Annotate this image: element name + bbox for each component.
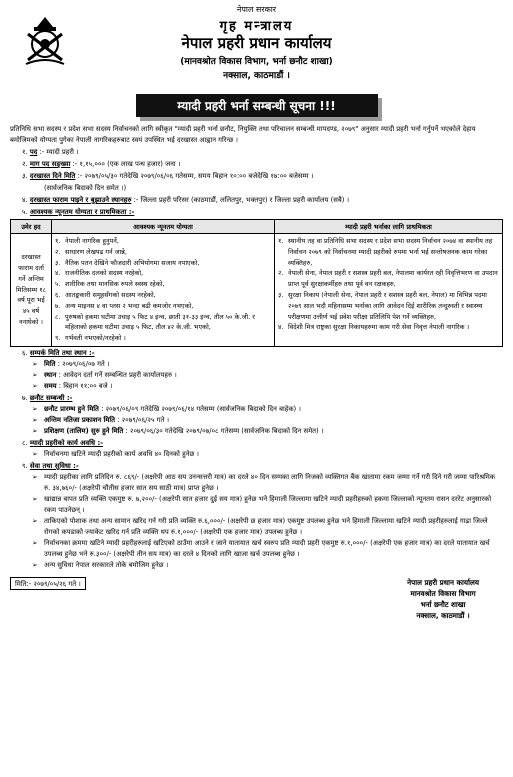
- priority-item: १. स्थानीय तह वा प्रतिनिधि सभा सदस्य र प्रदेश सभा सदस्य निर्वाचन २०७४ वा स्थानीय तह निर्वाचन २०७९ को निर्वाचनमा म्यादी प्रहरीको रुपमा भर्ना भई सन्तोषजनक काम गरेका व्यक्तिहरु,: [278, 237, 493, 267]
- benefit-item: ➢ खाद्यान्न बापत प्रति व्यक्ति एकमुष्ट रु. ७,२००/- (अक्षरेपी सात हजार दुई सय मात्र) हुनेछ भने हिमाली जिल्लामा खटिने म्यादी प्रहरीहरुको हकमा जिल्लाको न्यूनतम रासन दररेट अनुसारको रकम पाउनेछन् ।: [32, 494, 492, 514]
- signature-line: नेपाल प्रहरी प्रधान कार्यालय: [407, 577, 479, 587]
- qualification-item: २. साधारण लेखपढ गर्न जान्ने,: [55, 247, 127, 256]
- signature-line: मानवश्रोत विकास विभाग: [410, 588, 476, 598]
- benefit-item: ➢ अन्य सुविधा नेपाल सरकारले तोके बमोजिम हुनेछ ।: [32, 560, 169, 569]
- selection-item: ➢ छनौट प्रारम्भ हुने मिति : २०७९/०६/०९ गतेदेखि २०७९/०६/१४ गतेसम्म (सार्वजनिक बिदाको दिन बाहेक) ।: [32, 404, 301, 413]
- government-name: नेपाल सरकार: [236, 5, 277, 14]
- contact-item: ➢ स्थान : आवेदन दर्ता गर्ने सम्बन्धित प्रहरी कार्यालयहरु ।: [32, 370, 177, 379]
- col-age-header: उमेर हद: [11, 220, 52, 234]
- signature-line: नक्साल, काठमाडौं ।: [416, 610, 470, 620]
- footer: [10, 577, 503, 627]
- office-name: नेपाल प्रहरी प्रधान कार्यालय: [181, 34, 332, 52]
- priority-item: २. नेपाली सेना, नेपाल प्रहरी र सशस्त्र प्रहरी बल, नेपालमा कार्यरत रही निवृत्तिभरण वा उपदान प्राप्त पूर्व सुरक्षाकर्मीहरु तथा पूर्व वन रक्षकहरु,: [278, 269, 498, 289]
- work-period-item: ➢ निर्वाचनमा खटिने म्यादी प्रहरीको कार्य अवधि ४० दिनको हुनेछ ।: [32, 449, 199, 458]
- section-post: १. पद :- म्यादी प्रहरी ।: [22, 148, 79, 156]
- selection-item: ➢ प्रशिक्षण (तालिम) सुरु हुने मिति : २०७९/०६/३० गतेदेखि २०७९/०७/०८ गतेसम्म (सार्वजनिक बिदाको दिन समेत) ।: [32, 426, 324, 435]
- benefit-item: ➢ म्यादी प्रहरीका लागि प्रतिदिन रु. ८६९/- (अक्षरेपी आठ सय उनन्सत्तरी मात्र) का दरले ४० दिन सम्मका लागि निजको व्यक्तिगत बैंक खातामा रकम जम्मा गर्ने गरी दिने गरी जम्मा पारिश्रमिक रु. ३४,७६०/- (अक्षरेपी चौतीस हजार सात सय साठी मात्र) प्राप्त हुनेछ ।: [32, 472, 496, 492]
- age-limit-cell: दरखास्त फाराम दर्ता गर्ने अन्तिम मितिसम्म १८ वर्ष पूरा भई ४५ वर्ष ननाघेको ।: [11, 234, 52, 347]
- qualification-cell: [52, 234, 275, 347]
- col-priority-header: म्यादी प्रहरी भर्नाका लागि प्राथमिकता: [275, 220, 503, 234]
- qualification-item: १. नेपाली नागरिक हुनुपर्ने,: [55, 237, 119, 245]
- signature-line: भर्ना छनौट शाखा: [420, 599, 466, 609]
- selection-item: ➢ अन्तिम नतिजा प्रकाशन मिति : २०७९/०६/२५ गते ।: [32, 415, 170, 424]
- priority-cell: [275, 234, 503, 347]
- intro-paragraph: प्रतिनिधि सभा सदस्य र प्रदेश सभा सदस्य निर्वाचनको लागि स्वीकृत "म्यादी प्रहरी भर्ना छनौट, नियुक्ति तथा परिचालन सम्बन्धी मापदण्ड, २०७९" अनुसार म्यादी प्रहरी भर्ना गर्नुपर्ने भएकोले देहाय बमोजिमको योग्यता पुगेका नेपाली नागरिकहरुबाट स्वयं उपस्थित भई दरखास्त आह्वान गरिन्छ ।: [10, 125, 476, 144]
- section-application-place: ४. दरखास्त फाराम पाइने र बुझाउने स्थानहरु :- जिल्ला प्रहरी परिसर (काठमाडौं, ललितपुर, भक्तपुर) र जिल्ला प्रहरी कार्यालय (सबै) ।: [22, 196, 350, 204]
- section-qualification-title: ५. आवश्यक न्यूनतम योग्यता र प्राथमिकता :-: [22, 208, 135, 216]
- qualification-item: ८. पुरुषको हकमा घटीमा उचाइ ५ फिट ४ इन्च, छाती ३१-३३ इन्च, तौल ५० के.जी. र महिलाको हकमा घटीमा उचाइ ५ फिट, तौल ४२ के.जी. भएको,: [55, 312, 255, 332]
- section-quota: २. माग पद सङ्ख्या :- १,१५,००० (एक लाख पन्ध हजार) जना ।: [22, 160, 181, 168]
- section-application-date: ३. दरखास्त दिने मिति :- २०७९/०५/३० गतेदेखि २०७९/०६/०६ गतेसम्म, समय बिहान १०:०० बजेदेखि १७:०० बजेसम्म ।: [22, 172, 314, 180]
- letterhead: [10, 0, 503, 80]
- qualification-table: [10, 219, 503, 347]
- qualification-item: ९. गर्भवती नभएको/नरहेको ।: [55, 334, 126, 343]
- contact-item: ➢ समय : बिहान ११:०० बजे ।: [32, 381, 113, 390]
- benefit-item: ➢ ताकिएको पोशाक तथा अन्य सामान खरिद गर्न गरी प्रति व्यक्ति रु.६,०००/- (अक्षरेपी छ हजार मात्र) एकमुष्ट उपलब्ध हुनेछ भने हिमाली जिल्लामा खटिने म्यादी प्रहरीहरुलाई गाढा जिल्ले रोगको कपडाको ज्याकेट खरिद गर्न प्रति व्यक्ति थप रु.१,०००/- (अक्षरेपी एक हजार मात्र) उपलब्ध हुनेछ ।: [32, 516, 488, 536]
- application-date-note: (सार्वजनिक बिदाको दिन समेत ।): [44, 184, 127, 192]
- qualification-item: ४. राजनीतिक दलको सदस्य नरहेको,: [55, 269, 144, 278]
- col-qualification-header: आवश्यक न्यूनतम योग्यता: [52, 220, 275, 234]
- section-selection-title: ७. छनौट सम्बन्धी :-: [22, 393, 73, 402]
- notice-title-banner: म्यादी प्रहरी भर्ना सम्बन्धी सूचना !!!: [136, 94, 378, 117]
- signature-block: [407, 577, 479, 621]
- office-location: नक्साल, काठमाडौं ।: [223, 71, 290, 81]
- contact-item: ➢ मिति : २०७९/०६/०७ गते ।: [32, 359, 110, 368]
- priority-item: ४. विदेशी मित्र राष्ट्रका सुरक्षा निकायहरुमा काम गरी सेवा निवृत्त नेपाली नागरिक ।: [278, 323, 470, 332]
- notice-date: मिति:- २०७९/०५/२६ गते ।: [10, 577, 86, 590]
- department-name: (मानवश्रोत विकास विभाग, भर्ना छनौट शाखा): [180, 57, 333, 67]
- section-benefits-title: ९. सेवा तथा सुविधा :-: [22, 461, 79, 470]
- qualification-item: ३. नैतिक पतन देखिने फौजदारी अभियोगमा सजाय नपाएको,: [55, 258, 200, 267]
- section-work-period-title: ८. म्यादी प्रहरीको कार्य अवधि :-: [22, 438, 103, 447]
- ministry-name: गृह मन्त्रालय: [219, 19, 294, 34]
- qualification-item: ५. शारीरिक तथा मानसिक रुपले स्वस्थ रहेको,: [55, 280, 165, 289]
- priority-item: ३. सुरक्षा निकाय (नेपाली सेना, नेपाल प्रहरी र सशस्त्र प्रहरी बल, नेपाल) मा विभिन्न पदमा २०७९ साल भदौ महिनासम्म भर्नाका लागि आवेदन दिई शारीरिक तन्दुरुस्ती र स्वास्थ्य परीक्षणमा उत्तीर्ण भई प्रवेश परीक्षा प्रतिलिपि पेश गर्ने व्यक्तिहरु,: [278, 290, 487, 321]
- section-contact-title: ६. सम्पर्क मिति तथा स्थान :-: [22, 348, 95, 357]
- benefit-item: ➢ निर्वाचनका क्रममा खटिने म्यादी प्रहरीहरुलाई खटिएको ठाउँमा आउने र जाने यातायात खर्च स्वरुप प्रति म्यादी प्रहरी एकमुष्ट रु.१,०००/- (अक्षरेपी एक हजार मात्र) का दरले यातायात खर्च उपलब्ध हुनेछ भने रु.३००/- (अक्षरेपी तीन सय मात्र) का दरले ४ दिनको लागि खाजा खर्च उपलब्ध हुनेछ ।: [32, 538, 490, 558]
- qualification-item: ६. आतङ्ककारी समूहसँगको सदस्य नरहेको,: [55, 290, 156, 299]
- qualification-item: ७. अन्य माइनस ४ वा प्लस २ भन्दा बढी कमजोर नभएको,: [55, 301, 194, 310]
